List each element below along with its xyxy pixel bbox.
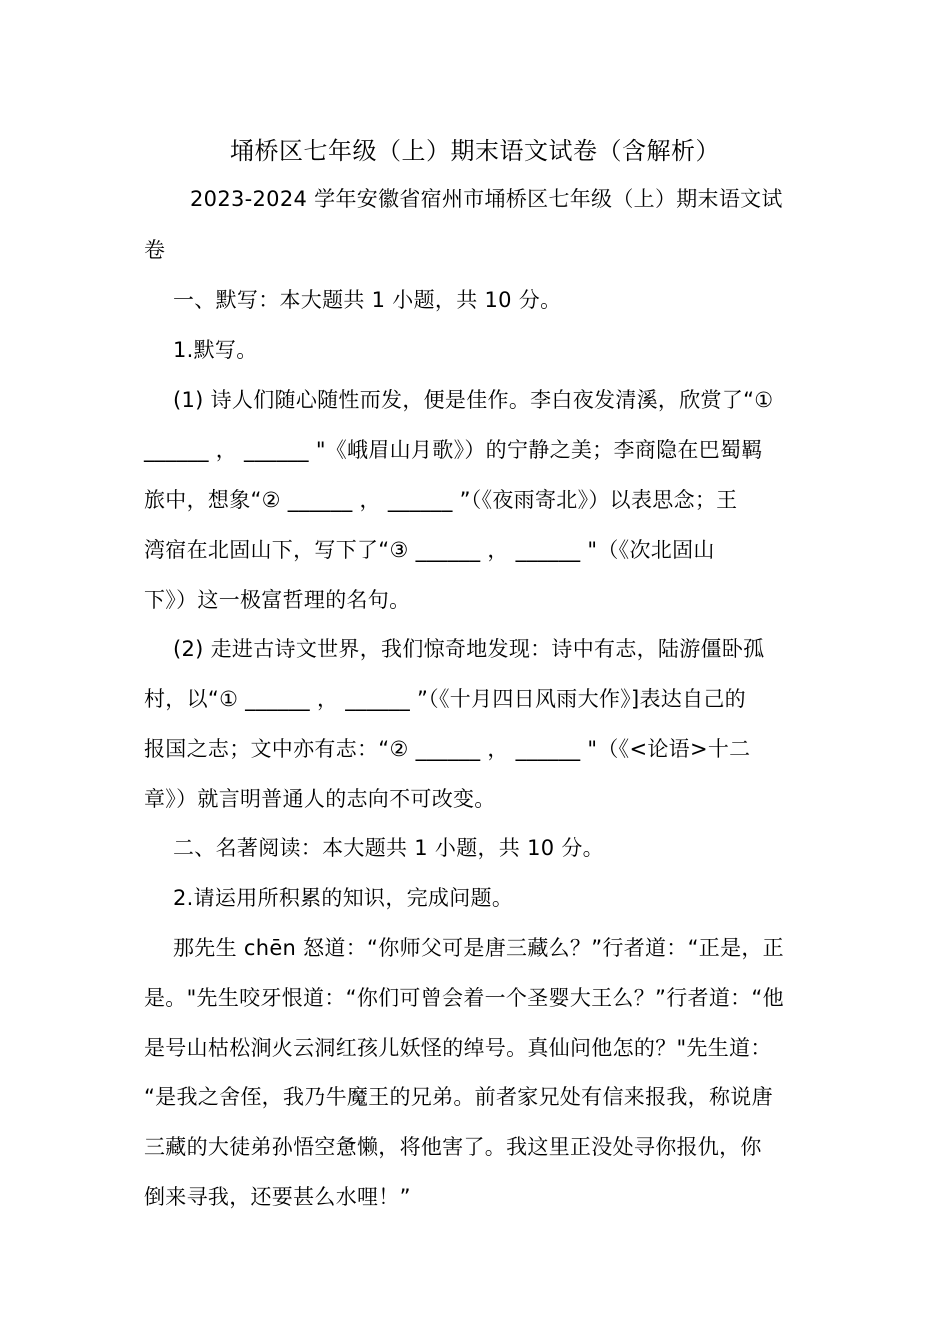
question-text-line: 报国之志；文中亦有志：“② ______ ， ______ "（《<论语>十二 (144, 737, 751, 761)
passage-line: 三藏的大徒弟孙悟空惫懒，将他害了。我这里正没处寻你报仇，你 (144, 1135, 762, 1159)
section-heading: 一、默写：本大题共 1 小题，共 10 分。 (173, 288, 562, 312)
question-text-line: ______ ， ______ "《峨眉山月歌》）的宁静之美；李商隐在巴蜀羁 (144, 438, 763, 462)
question-text-line: 旅中，想象“② ______ ， ______ ”（《夜雨寄北》）以表思念；王 (144, 488, 738, 512)
question-text-line: 村，以“① ______ ， ______ ”（《十月四日风雨大作》]表达自己的 (144, 687, 746, 711)
question-title: 2.请运用所积累的知识，完成问题。 (173, 886, 514, 910)
passage-line: 那先生 chēn 怒道：“你师父可是唐三藏么？”行者道：“正是，正 (173, 936, 784, 960)
section-heading: 二、名著阅读：本大题共 1 小题，共 10 分。 (173, 836, 604, 860)
question-text-line: (2) 走进古诗文世界，我们惊奇地发现：诗中有志，陆游僵卧孤 (173, 637, 765, 661)
question-text-line: 下》）这一极富哲理的名句。 (144, 588, 411, 612)
question-title: 1.默写。 (173, 338, 258, 362)
question-text-line: (1) 诗人们随心随性而发，便是佳作。李白夜发清溪，欣赏了“① (173, 388, 774, 412)
question-text-line: 湾宿在北固山下，写下了“③ ______ ， ______ "（《次北固山 (144, 538, 715, 562)
passage-line: 倒来寻我，还要甚么水哩！” (144, 1185, 411, 1209)
passage-line: 是号山枯松涧火云洞红孩儿妖怪的绰号。真仙问他怎的？"先生道： (144, 1036, 772, 1060)
document-title: 埇桥区七年级（上）期末语文试卷（含解析） (230, 137, 720, 165)
passage-line: “是我之舍侄，我乃牛魔王的兄弟。前者家兄处有信来报我，称说唐 (144, 1085, 773, 1109)
passage-line: 是。"先生咬牙恨道：“你们可曾会着一个圣婴大王么？”行者道：“他 (144, 986, 784, 1010)
subtitle-line: 卷 (144, 238, 166, 262)
question-text-line: 章》）就言明普通人的志向不可改变。 (144, 787, 496, 811)
subtitle-line: 2023-2024 学年安徽省宿州市埇桥区七年级（上）期末语文试 (190, 187, 783, 211)
